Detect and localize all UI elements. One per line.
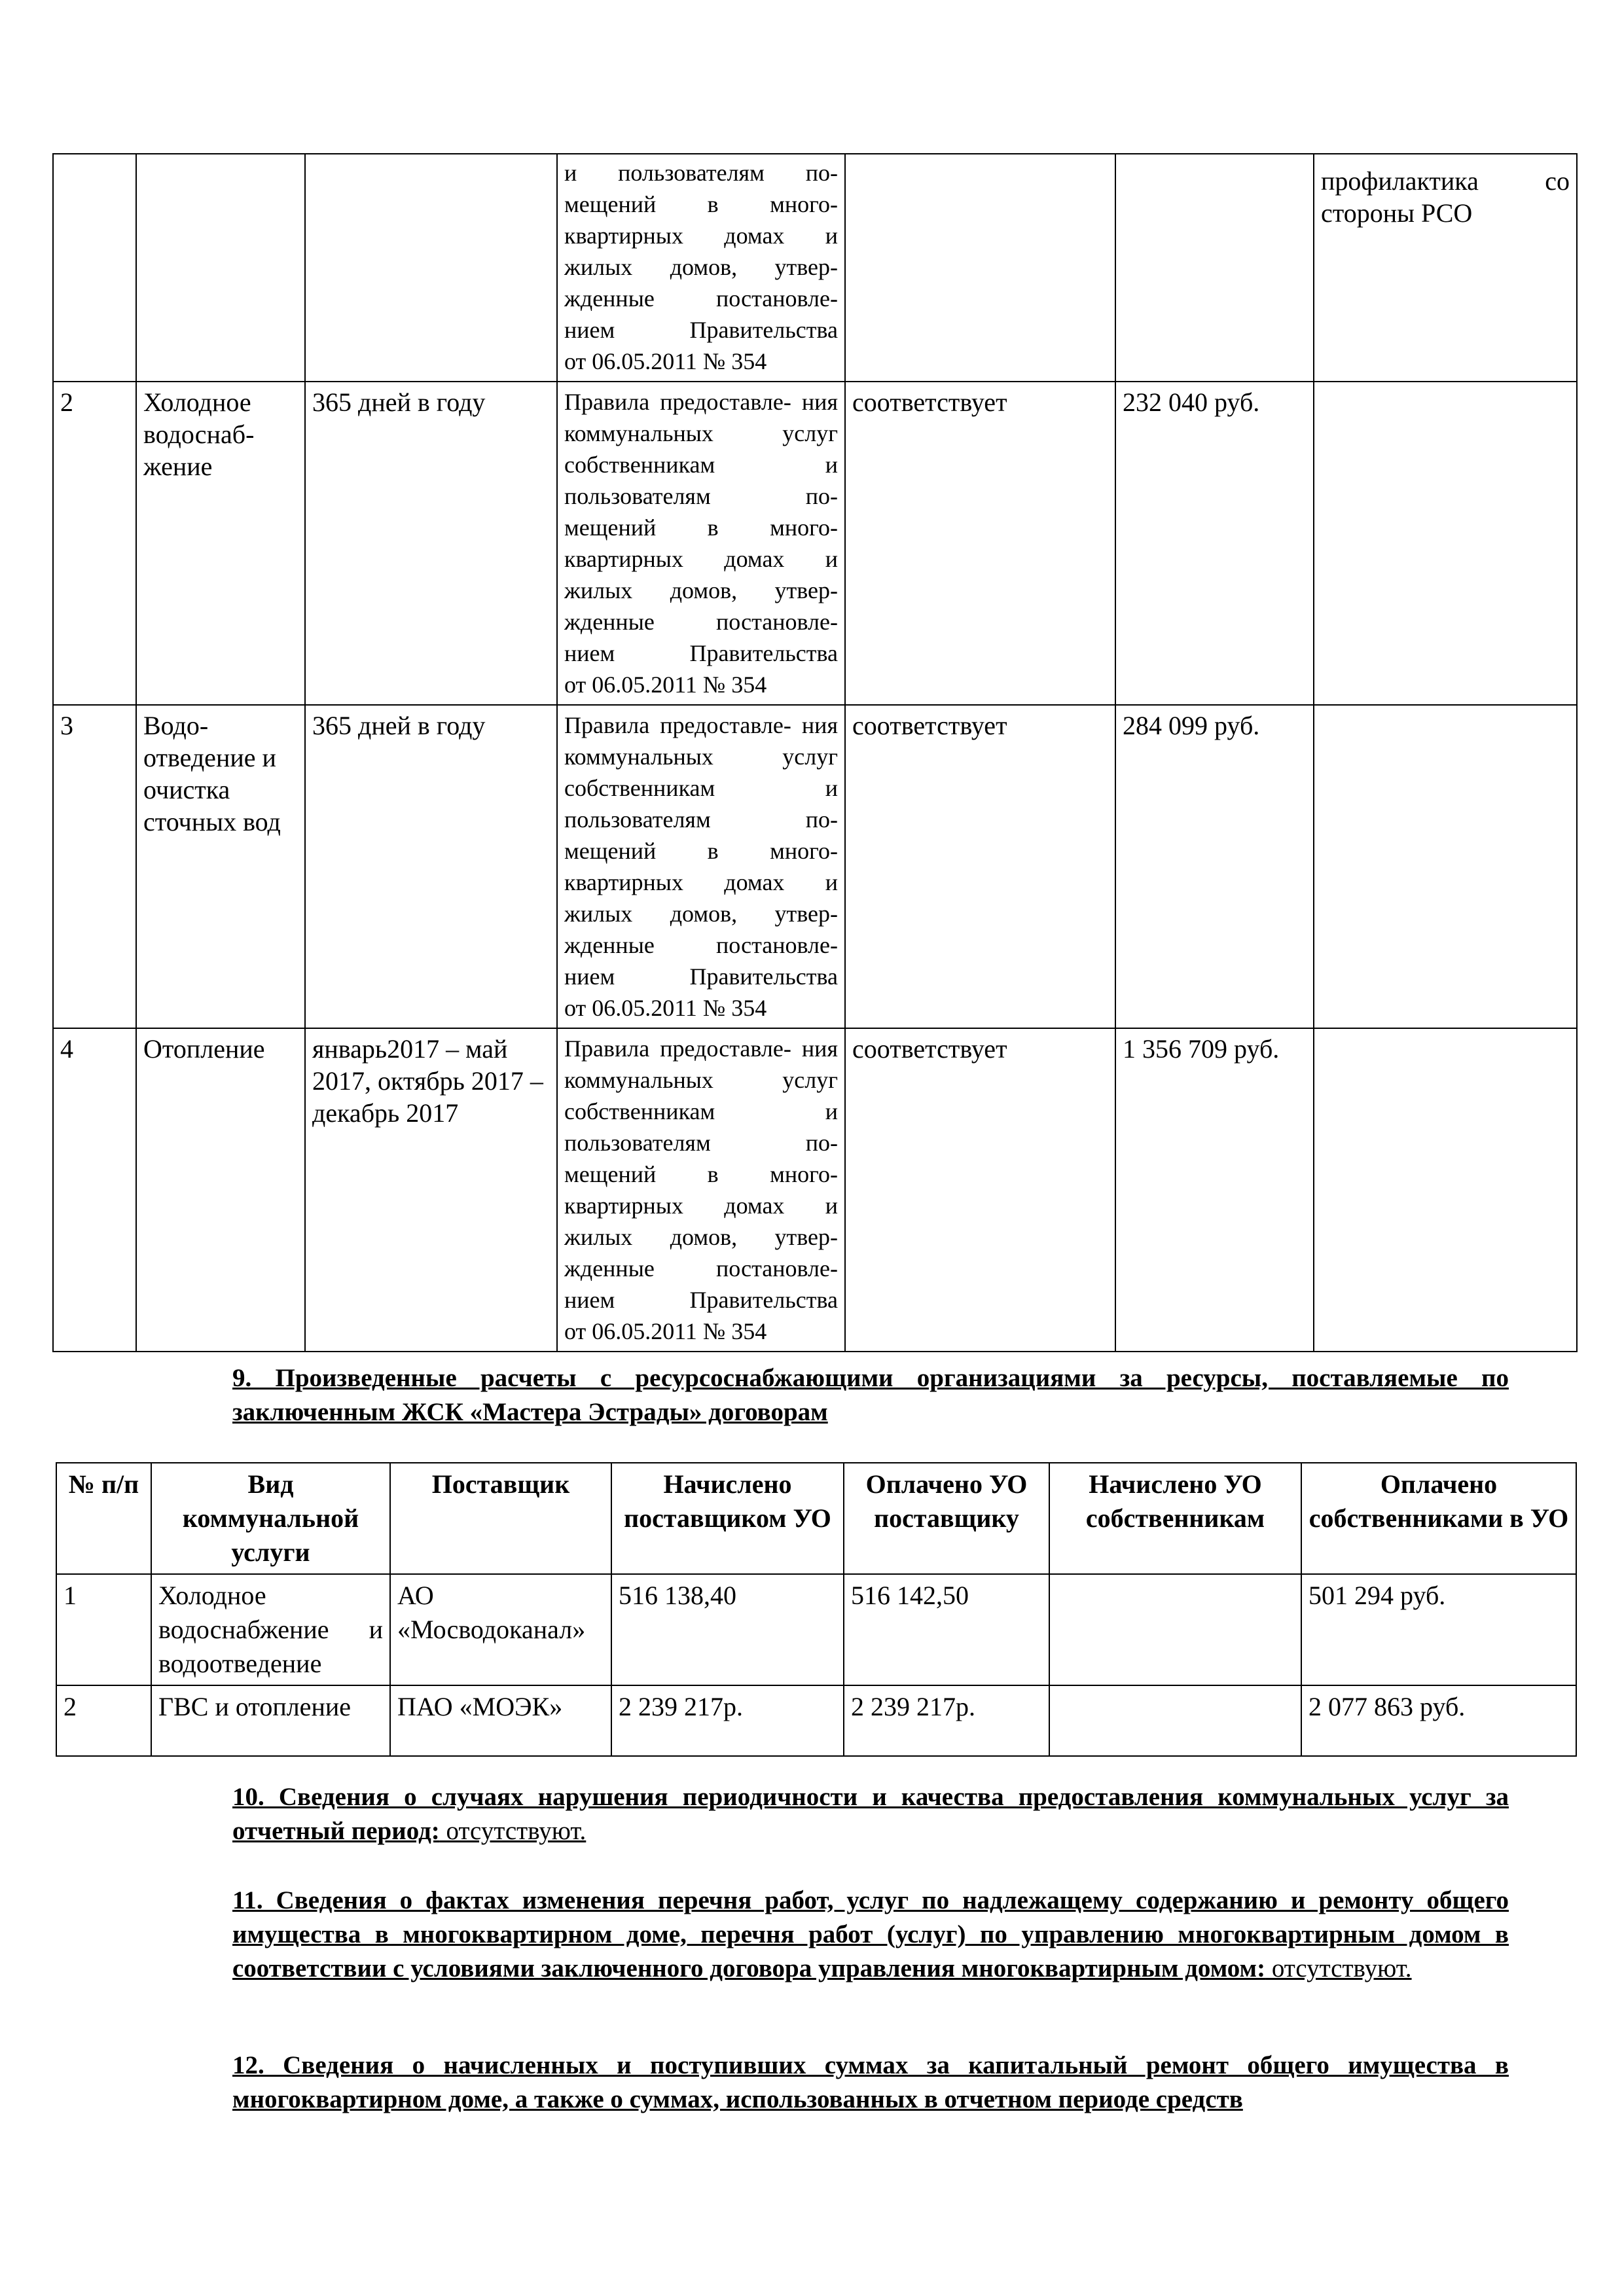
column-header-charged-by-supplier: Начислено поставщиком УО <box>611 1463 844 1574</box>
note <box>1314 705 1577 1028</box>
table-row <box>53 705 1577 1028</box>
amount: 232 040 руб. <box>1115 382 1314 705</box>
section-11-heading: 11. Сведения о фактах изменения перечня работ, услуг по надлежащему содержанию и ремонту общего имущества в многоквартирном доме, перечня работ (услуг) по управлению многоквартирным домом в соответствии с условиями заключенного договора управления многоквартирным домом: <box>232 1886 1509 1982</box>
service-name: Отопление <box>136 1028 305 1352</box>
row-number: 2 <box>56 1685 151 1756</box>
table-row <box>56 1685 1576 1756</box>
regulation-text: Правила предоставле- ния коммунальных услуг собственникам и пользователям по- мещений в много- квартирных домах и жилых домов, утвер- жденные постановле- нием Правительства от 06.05.2011 № 354 <box>557 705 845 1028</box>
conformity-status: соответствует <box>845 705 1115 1028</box>
paid-to-supplier: 2 239 217р. <box>844 1685 1049 1756</box>
service-name: Холодное водоснаб-жение <box>136 382 305 705</box>
conformity-status: соответствует <box>845 382 1115 705</box>
supplier: АО «Мосводоканал» <box>390 1574 611 1685</box>
charged-by-supplier: 516 138,40 <box>611 1574 844 1685</box>
section-10-value: отсутствуют. <box>439 1817 586 1845</box>
section-10-heading: 10. Сведения о случаях нарушения периодичности и качества предоставления коммунальных услуг за отчетный период: <box>232 1783 1509 1845</box>
resource-payments-table <box>56 1462 1577 1757</box>
paid-by-owners: 2 077 863 руб. <box>1301 1685 1576 1756</box>
paid-to-supplier: 516 142,50 <box>844 1574 1049 1685</box>
service-name: Водо-отведение и очистка сточных вод <box>136 705 305 1028</box>
column-header-service: Вид коммунальной услуги <box>151 1463 390 1574</box>
table-row <box>56 1574 1576 1685</box>
section-11 <box>232 1884 1509 1986</box>
table-row <box>53 154 1577 382</box>
table-row <box>53 1028 1577 1352</box>
regulation-text: Правила предоставле- ния коммунальных услуг собственникам и пользователям по- мещений в много- квартирных домах и жилых домов, утвер- жденные постановле- нием Правительства от 06.05.2011 № 354 <box>557 382 845 705</box>
service-period: 365 дней в году <box>305 382 557 705</box>
row-number: 1 <box>56 1574 151 1685</box>
column-header-charged-to-owners: Начислено УО собственникам <box>1049 1463 1301 1574</box>
note <box>1314 1028 1577 1352</box>
section-9-heading: 9. Произведенные расчеты с ресурсоснабжающими организациями за ресурсы, поставляемые по заключенным ЖСК «Мастера Эстрады» договорам <box>232 1364 1509 1426</box>
conformity-status <box>845 154 1115 382</box>
regulation-text: и пользователям по- мещений в много- квартирных домах и жилых домов, утвер- жденные постановле- нием Правительства от 06.05.2011 № 354 <box>557 154 845 382</box>
table-row <box>53 382 1577 705</box>
note: профилактика со стороны РСО <box>1314 154 1577 382</box>
supplier: ПАО «МОЭК» <box>390 1685 611 1756</box>
service-name: ГВС и отопление <box>151 1685 390 1756</box>
amount <box>1115 154 1314 382</box>
column-header-paid-to-supplier: Оплачено УО поставщику <box>844 1463 1049 1574</box>
row-number <box>53 154 136 382</box>
charged-to-owners <box>1049 1574 1301 1685</box>
conformity-status: соответствует <box>845 1028 1115 1352</box>
services-table <box>52 153 1578 1352</box>
section-12-heading: 12. Сведения о начисленных и поступивших суммах за капитальный ремонт общего имущества в многоквартирном доме, а также о суммах, использованных в отчетном периоде средств <box>232 2051 1509 2113</box>
service-period: 365 дней в году <box>305 705 557 1028</box>
service-period: январь2017 – май 2017, октябрь 2017 – декабрь 2017 <box>305 1028 557 1352</box>
charged-to-owners <box>1049 1685 1301 1756</box>
paid-by-owners: 501 294 руб. <box>1301 1574 1576 1685</box>
table-header-row <box>56 1463 1576 1574</box>
charged-by-supplier: 2 239 217р. <box>611 1685 844 1756</box>
service-period <box>305 154 557 382</box>
row-number: 3 <box>53 705 136 1028</box>
note <box>1314 382 1577 705</box>
service-name <box>136 154 305 382</box>
column-header-paid-by-owners: Оплачено собственниками в УО <box>1301 1463 1576 1574</box>
amount: 284 099 руб. <box>1115 705 1314 1028</box>
service-name: Холодное водоснабжение и водоотведение <box>151 1574 390 1685</box>
section-11-value: отсутствуют. <box>1265 1954 1412 1982</box>
column-header-supplier: Поставщик <box>390 1463 611 1574</box>
column-header-number: № п/п <box>56 1463 151 1574</box>
section-10 <box>232 1780 1509 1848</box>
amount: 1 356 709 руб. <box>1115 1028 1314 1352</box>
row-number: 4 <box>53 1028 136 1352</box>
regulation-text: Правила предоставле- ния коммунальных услуг собственникам и пользователям по- мещений в много- квартирных домах и жилых домов, утвер- жденные постановле- нием Правительства от 06.05.2011 № 354 <box>557 1028 845 1352</box>
row-number: 2 <box>53 382 136 705</box>
